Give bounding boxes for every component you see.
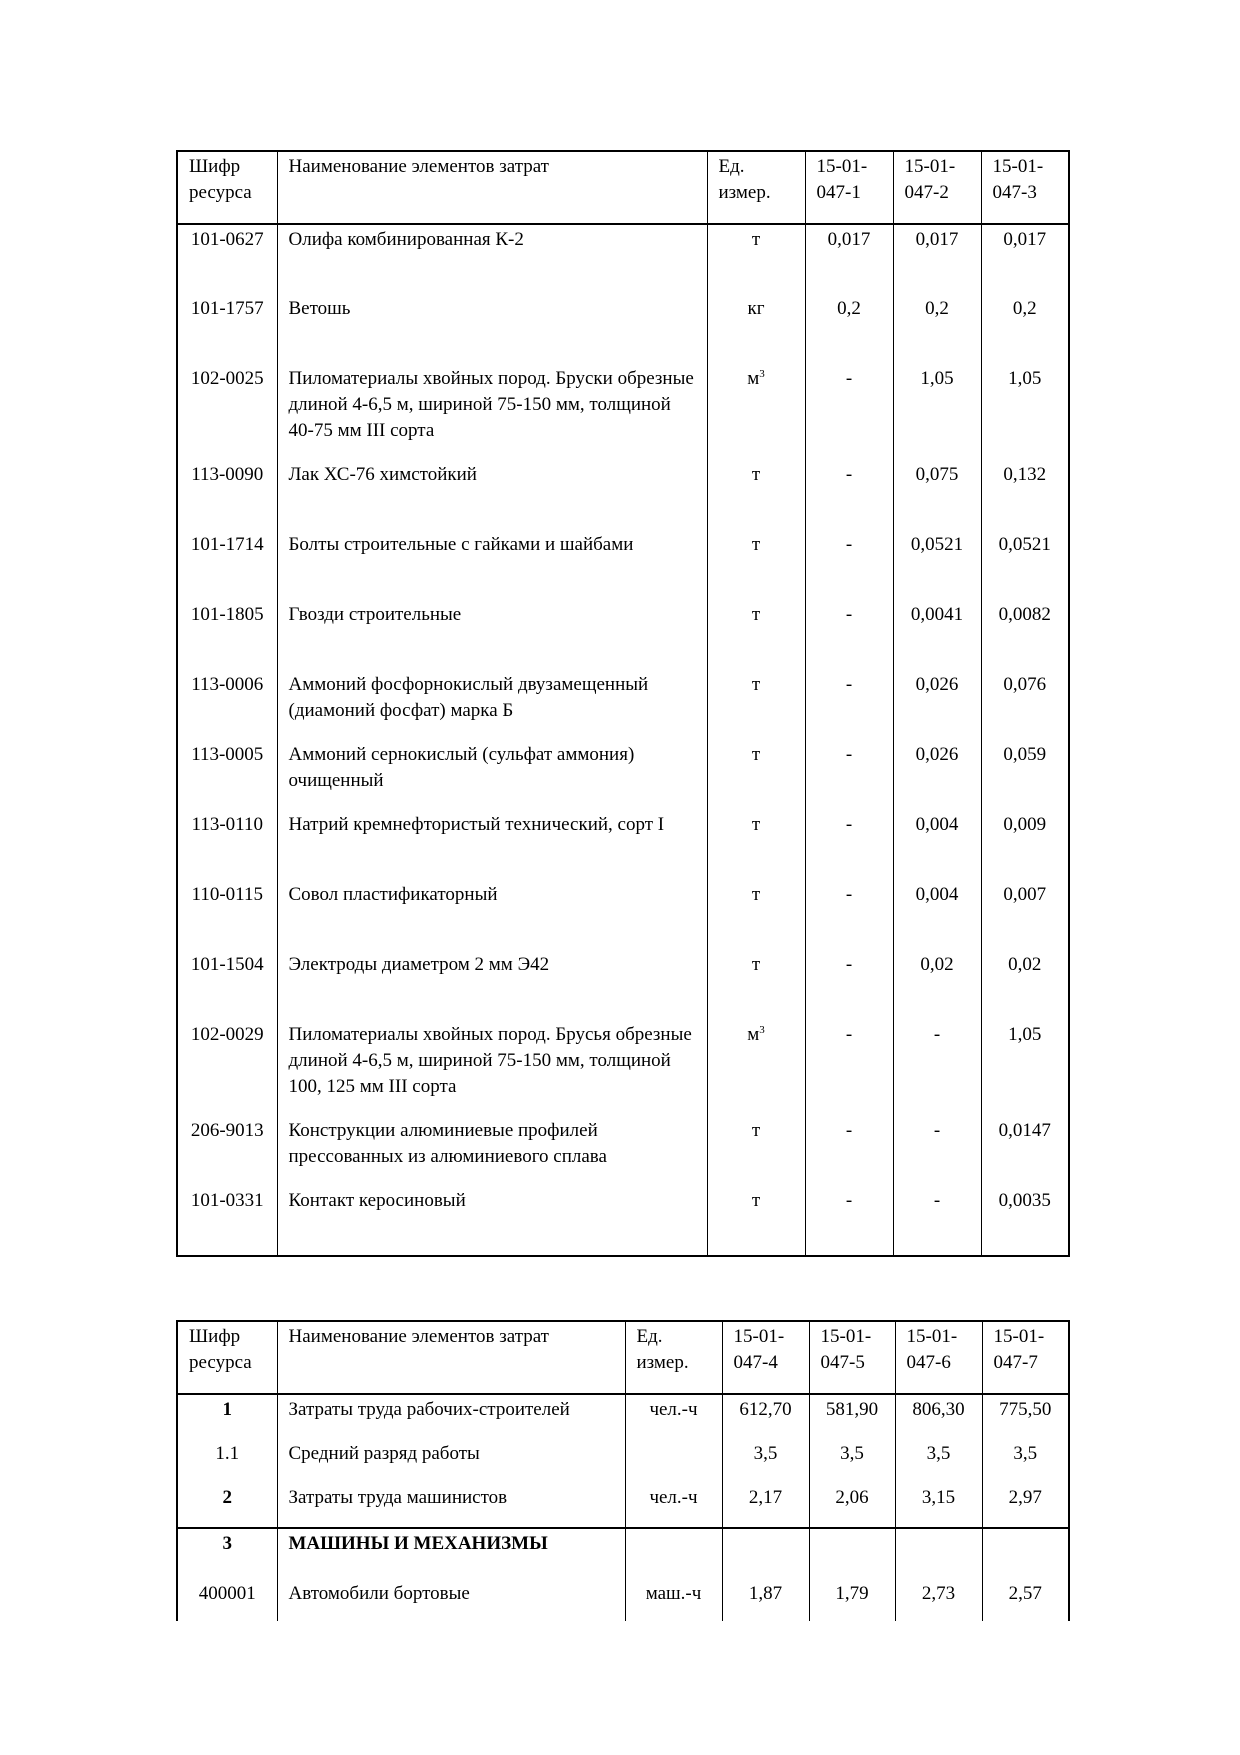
unit-text: м [747, 368, 760, 389]
resource-code: 110-0115 [177, 880, 277, 950]
resource-unit [707, 1020, 805, 1116]
header-col-6: 15-01-047-6 [895, 1321, 982, 1394]
header-unit: Ед. измер. [707, 151, 805, 224]
table-row [177, 600, 1069, 670]
value-3: 0,009 [981, 810, 1069, 880]
value-6: 3,15 [895, 1483, 982, 1528]
value-4: 2,17 [722, 1483, 809, 1528]
table-header-row [177, 151, 1069, 224]
resource-unit: т [707, 880, 805, 950]
resource-code: 113-0110 [177, 810, 277, 880]
value-3: 0,076 [981, 670, 1069, 740]
header-name: Наименование элементов затрат [277, 151, 707, 224]
resource-unit [707, 364, 805, 460]
value-1: 0,2 [805, 294, 893, 364]
value-2: - [893, 1186, 981, 1256]
value-2: 0,004 [893, 880, 981, 950]
value-5: 3,5 [809, 1439, 895, 1483]
header-unit: Ед. измер. [625, 1321, 722, 1394]
value-4: 612,70 [722, 1394, 809, 1439]
value-3: 0,02 [981, 950, 1069, 1020]
value-1: - [805, 364, 893, 460]
resource-name: Автомобили бортовые [277, 1575, 625, 1621]
value-1: - [805, 460, 893, 530]
value-6: 806,30 [895, 1394, 982, 1439]
table-row [177, 1394, 1069, 1439]
value-1: - [805, 670, 893, 740]
table-row [177, 810, 1069, 880]
resource-code: 102-0025 [177, 364, 277, 460]
value-2: 0,0521 [893, 530, 981, 600]
resource-name: Пиломатериалы хвойных пород. Брусья обрезные длиной 4-6,5 м, шириной 75-150 мм, толщиной 100, 125 мм III сорта [277, 1020, 707, 1116]
value-2: 0,017 [893, 224, 981, 294]
value-2: - [893, 1020, 981, 1116]
table-row [177, 880, 1069, 950]
value-7: 2,97 [982, 1483, 1069, 1528]
resource-unit: т [707, 460, 805, 530]
value-5: 2,06 [809, 1483, 895, 1528]
value-3: 0,059 [981, 740, 1069, 810]
resource-name: Олифа комбинированная К-2 [277, 224, 707, 294]
value-2: 0,075 [893, 460, 981, 530]
resource-code: 1.1 [177, 1439, 277, 1483]
unit-text: м [747, 1024, 760, 1045]
value-6: 3,5 [895, 1439, 982, 1483]
value-2: 0,02 [893, 950, 981, 1020]
section-code: 3 [177, 1528, 277, 1575]
table-row [177, 1483, 1069, 1528]
value-2: 0,004 [893, 810, 981, 880]
resource-unit: т [707, 670, 805, 740]
value-3: 1,05 [981, 1020, 1069, 1116]
resource-name: Электроды диаметром 2 мм Э42 [277, 950, 707, 1020]
value-3: 0,0147 [981, 1116, 1069, 1186]
resource-name: Совол пластификаторный [277, 880, 707, 950]
value-6 [895, 1528, 982, 1575]
resource-name: Затраты труда рабочих-строителей [277, 1394, 625, 1439]
value-2: 1,05 [893, 364, 981, 460]
resource-name: Болты строительные с гайками и шайбами [277, 530, 707, 600]
value-2: 0,026 [893, 740, 981, 810]
table-row [177, 460, 1069, 530]
unit-superscript: 3 [759, 1024, 765, 1036]
resource-unit [625, 1439, 722, 1483]
value-3: 0,132 [981, 460, 1069, 530]
resource-unit: чел.-ч [625, 1394, 722, 1439]
value-1: - [805, 950, 893, 1020]
value-6: 2,73 [895, 1575, 982, 1621]
resource-code: 113-0005 [177, 740, 277, 810]
header-code: Шифр ресурса [177, 1321, 277, 1394]
table-row [177, 364, 1069, 460]
resource-unit: т [707, 1186, 805, 1256]
resource-code: 101-1714 [177, 530, 277, 600]
value-2: 0,2 [893, 294, 981, 364]
table-header-row [177, 1321, 1069, 1394]
value-4: 3,5 [722, 1439, 809, 1483]
value-7 [982, 1528, 1069, 1575]
value-5: 581,90 [809, 1394, 895, 1439]
value-7: 2,57 [982, 1575, 1069, 1621]
materials-table [176, 150, 1070, 1257]
value-1: - [805, 880, 893, 950]
header-name: Наименование элементов затрат [277, 1321, 625, 1394]
value-3: 0,0082 [981, 600, 1069, 670]
value-2: - [893, 1116, 981, 1186]
value-4: 1,87 [722, 1575, 809, 1621]
resource-unit: т [707, 810, 805, 880]
value-3: 1,05 [981, 364, 1069, 460]
table-row [177, 1020, 1069, 1116]
value-7: 3,5 [982, 1439, 1069, 1483]
value-3: 0,0521 [981, 530, 1069, 600]
header-col-7: 15-01-047-7 [982, 1321, 1069, 1394]
value-3: 0,017 [981, 224, 1069, 294]
resource-name: Затраты труда машинистов [277, 1483, 625, 1528]
table-row [177, 670, 1069, 740]
value-1: 0,017 [805, 224, 893, 294]
resource-code: 101-1504 [177, 950, 277, 1020]
value-1: - [805, 600, 893, 670]
table-row [177, 530, 1069, 600]
value-1: - [805, 740, 893, 810]
resource-code: 101-0627 [177, 224, 277, 294]
value-2: 0,026 [893, 670, 981, 740]
resource-unit: т [707, 950, 805, 1020]
resource-name: Пиломатериалы хвойных пород. Бруски обрезные длиной 4-6,5 м, шириной 75-150 мм, толщиной 40-75 мм III сорта [277, 364, 707, 460]
resource-name: Натрий кремнефтористый технический, сорт I [277, 810, 707, 880]
resource-unit: т [707, 740, 805, 810]
resource-unit [625, 1528, 722, 1575]
table-row [177, 1186, 1069, 1256]
table-row [177, 224, 1069, 294]
header-col-2: 15-01-047-2 [893, 151, 981, 224]
labor-machines-table [176, 1320, 1070, 1621]
resource-unit: чел.-ч [625, 1483, 722, 1528]
table-row [177, 294, 1069, 364]
unit-superscript: 3 [759, 368, 765, 380]
value-3: 0,2 [981, 294, 1069, 364]
value-5 [809, 1528, 895, 1575]
value-3: 0,007 [981, 880, 1069, 950]
resource-code: 1 [177, 1394, 277, 1439]
resource-code: 2 [177, 1483, 277, 1528]
value-1: - [805, 530, 893, 600]
header-code: Шифр ресурса [177, 151, 277, 224]
resource-code: 206-9013 [177, 1116, 277, 1186]
resource-name: Лак ХС-76 химстойкий [277, 460, 707, 530]
resource-code: 102-0029 [177, 1020, 277, 1116]
value-7: 775,50 [982, 1394, 1069, 1439]
resource-unit: т [707, 600, 805, 670]
value-1: - [805, 1020, 893, 1116]
resource-name: Контакт керосиновый [277, 1186, 707, 1256]
value-1: - [805, 1116, 893, 1186]
table-row [177, 740, 1069, 810]
resource-code: 101-1757 [177, 294, 277, 364]
resource-unit: маш.-ч [625, 1575, 722, 1621]
header-col-3: 15-01-047-3 [981, 151, 1069, 224]
resource-code: 113-0090 [177, 460, 277, 530]
section-title: МАШИНЫ И МЕХАНИЗМЫ [277, 1528, 625, 1575]
resource-name: Аммоний фосфорнокислый двузамещенный (диамоний фосфат) марка Б [277, 670, 707, 740]
table-row [177, 1116, 1069, 1186]
value-4 [722, 1528, 809, 1575]
resource-unit: т [707, 224, 805, 294]
resource-name: Гвозди строительные [277, 600, 707, 670]
value-5: 1,79 [809, 1575, 895, 1621]
header-col-5: 15-01-047-5 [809, 1321, 895, 1394]
resource-unit: кг [707, 294, 805, 364]
resource-name: Ветошь [277, 294, 707, 364]
resource-unit: т [707, 530, 805, 600]
value-1: - [805, 1186, 893, 1256]
resource-name: Конструкции алюминиевые профилей прессованных из алюминиевого сплава [277, 1116, 707, 1186]
header-col-4: 15-01-047-4 [722, 1321, 809, 1394]
resource-code: 400001 [177, 1575, 277, 1621]
resource-unit: т [707, 1116, 805, 1186]
resource-name: Средний разряд работы [277, 1439, 625, 1483]
resource-code: 101-0331 [177, 1186, 277, 1256]
section-row [177, 1528, 1069, 1575]
value-3: 0,0035 [981, 1186, 1069, 1256]
resource-code: 113-0006 [177, 670, 277, 740]
table-row [177, 1439, 1069, 1483]
value-2: 0,0041 [893, 600, 981, 670]
table-row [177, 1575, 1069, 1621]
value-1: - [805, 810, 893, 880]
header-col-1: 15-01-047-1 [805, 151, 893, 224]
resource-code: 101-1805 [177, 600, 277, 670]
table-row [177, 950, 1069, 1020]
resource-name: Аммоний сернокислый (сульфат аммония) очищенный [277, 740, 707, 810]
